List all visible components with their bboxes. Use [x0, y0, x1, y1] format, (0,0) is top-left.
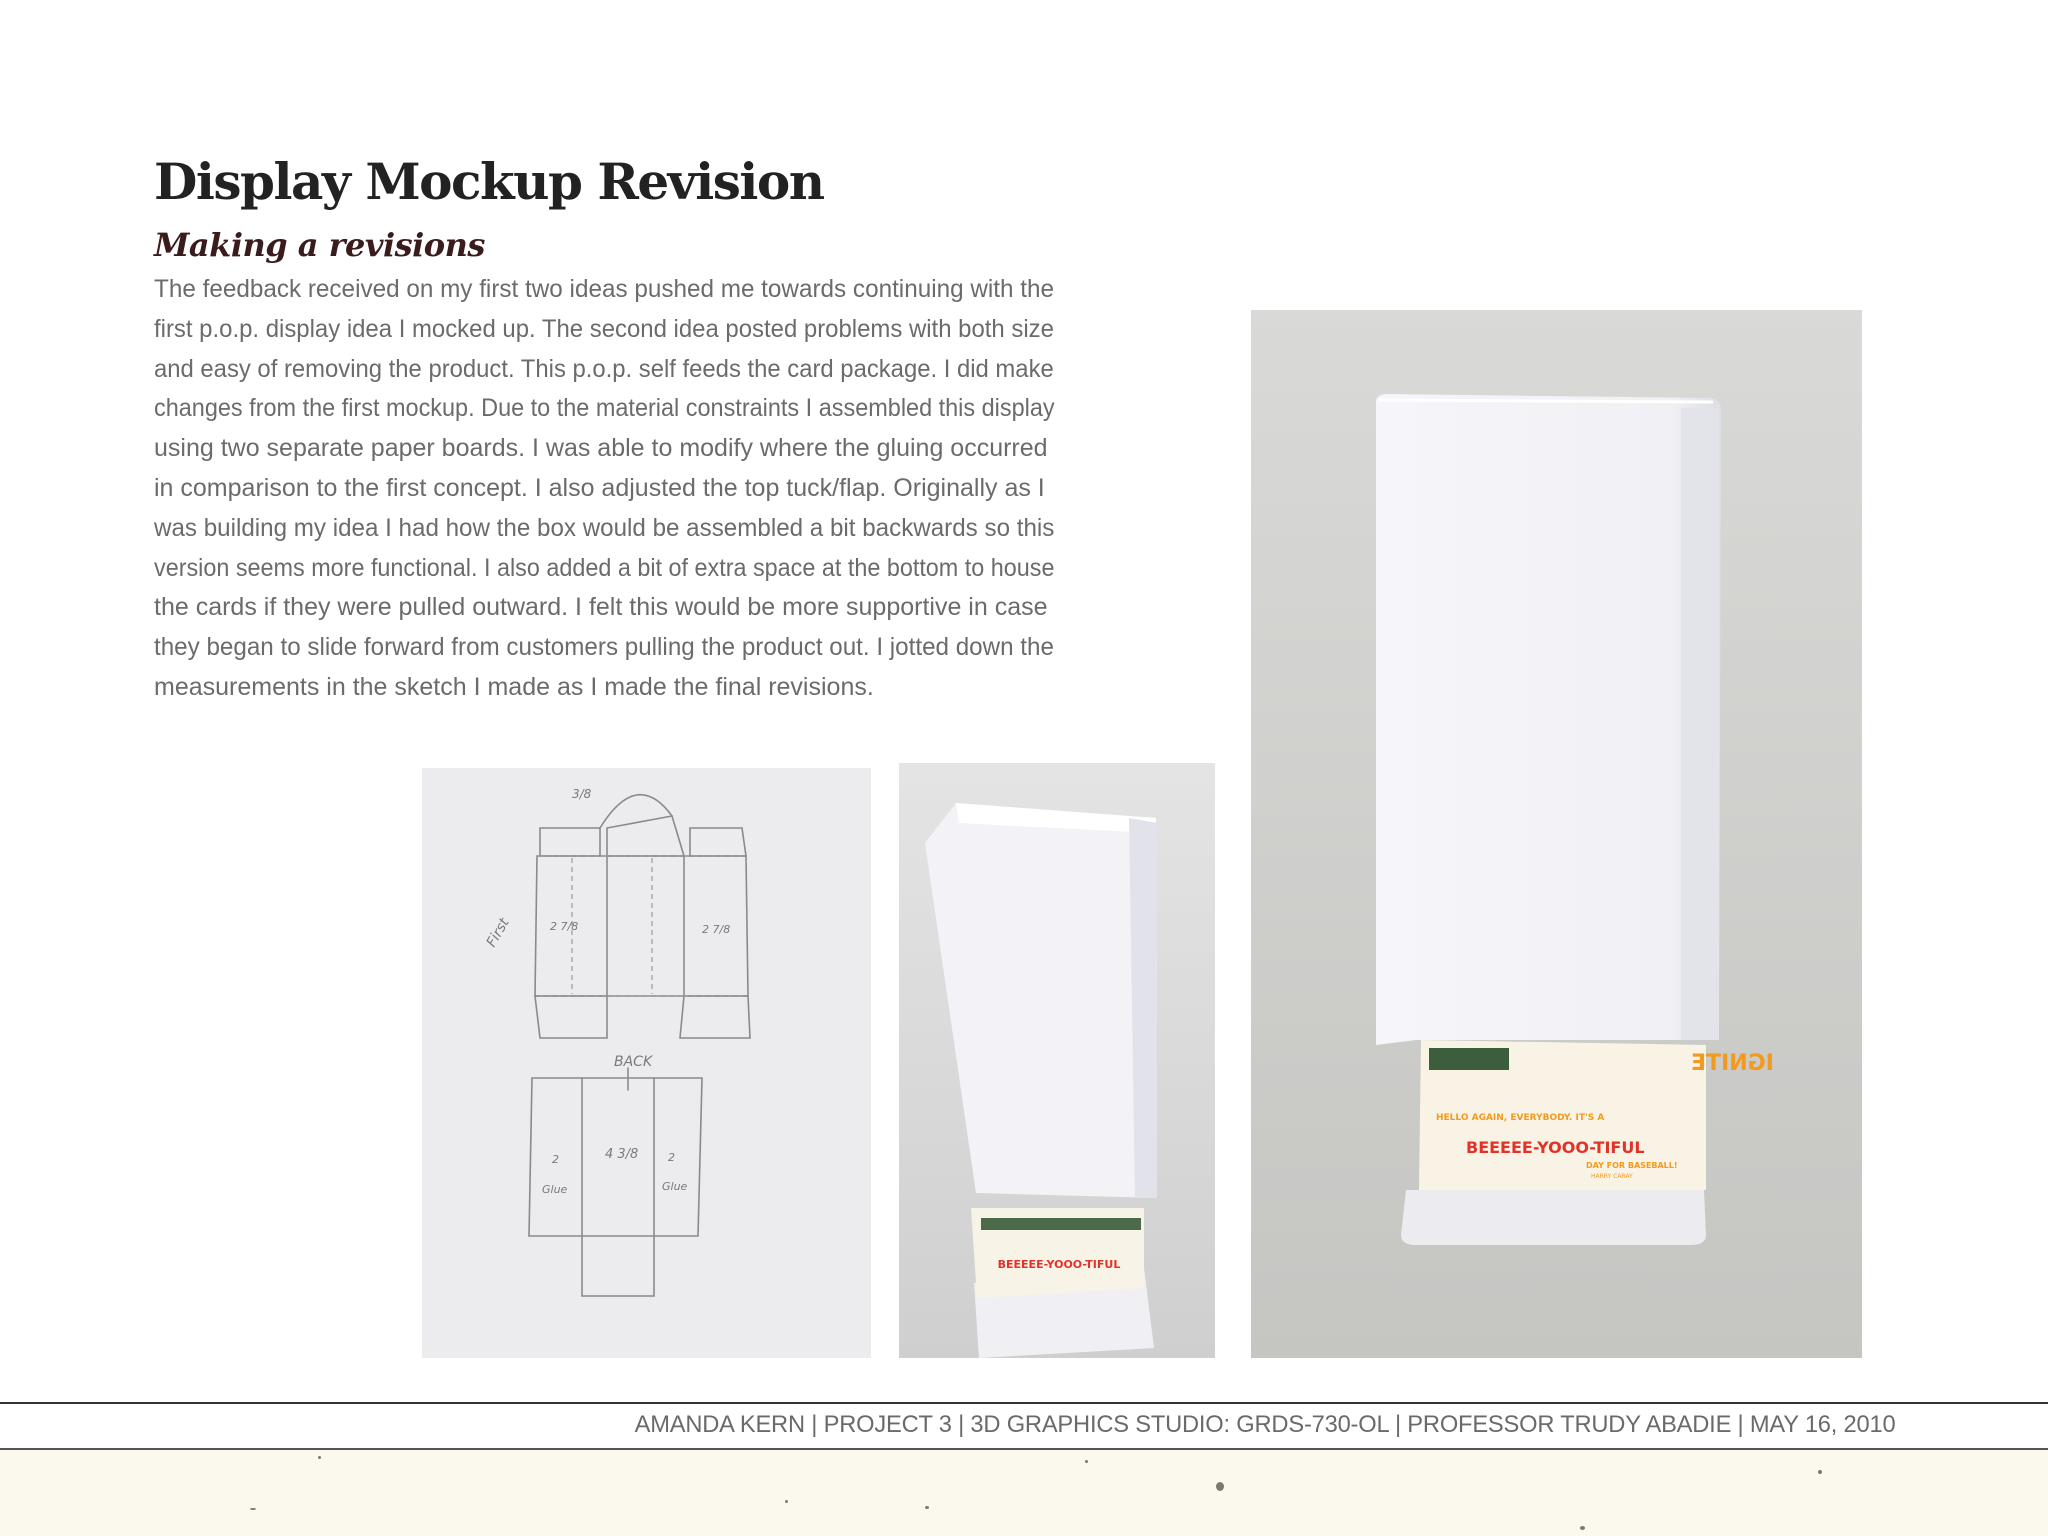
paper-speck: [1216, 1482, 1224, 1491]
sketch-dim-side: 2 7/8: [550, 920, 579, 933]
paper-speck: [785, 1500, 788, 1503]
package-brand: IGNITE: [1691, 1051, 1774, 1076]
body-line: the cards if they were pulled outward. I felt this would be more supportive in case: [154, 593, 1048, 622]
sketch-label-first: First: [483, 915, 513, 950]
package-tagline: DAY FOR BASEBALL!: [1586, 1161, 1678, 1170]
sketch-photo: [422, 768, 871, 1358]
body-line: in comparison to the first concept. I also adjusted the top tuck/flap. Originally as I: [154, 473, 1045, 502]
paper-speck: [250, 1508, 256, 1510]
paper-texture-strip: [0, 1450, 2048, 1536]
page-subtitle: Making a revisions: [154, 226, 485, 264]
body-line: and easy of removing the product. This p.o.p. self feeds the card package. I did make: [154, 354, 1054, 383]
package-headline: BEEEEE-YOOO-TIFUL: [1466, 1138, 1645, 1157]
package-credit: HARRY CARAY: [1591, 1173, 1633, 1180]
sketch-label-glue: Glue: [542, 1183, 568, 1196]
display-angle-photo: [899, 763, 1215, 1358]
display-front-photo: [1251, 310, 1862, 1358]
paper-speck: [925, 1506, 929, 1509]
body-line: changes from the first mockup. Due to the material constraints I assembled this display: [154, 394, 1055, 423]
sketch-dim-narrow: 2: [552, 1153, 559, 1166]
body-line: measurements in the sketch I made as I made the final revisions.: [154, 672, 874, 701]
body-line: first p.o.p. display idea I mocked up. The second idea posted problems with both size: [154, 314, 1054, 343]
sketch-dim-top: 3/8: [572, 787, 592, 801]
paper-speck: [1580, 1526, 1585, 1530]
sketch-label-back: BACK: [614, 1054, 653, 1070]
sketch-dim-wide: 4 3/8: [605, 1147, 639, 1162]
dieline-sketch: [422, 768, 871, 1358]
package-headline-small: BEEEEE-YOOO-TIFUL: [997, 1258, 1121, 1271]
paper-speck: [1085, 1460, 1088, 1463]
body-line: using two separate paper boards. I was able to modify where the gluing occurred: [154, 434, 1048, 463]
page-title: Display Mockup Revision: [154, 152, 824, 211]
package-quote: HELLO AGAIN, EVERYBODY. IT'S A: [1436, 1113, 1605, 1123]
display-box-angle: [899, 763, 1215, 1358]
sketch-dim-narrow: 2: [668, 1151, 675, 1164]
sketch-dim-side: 2 7/8: [702, 923, 731, 936]
sketch-label-glue: Glue: [662, 1180, 688, 1193]
body-line: version seems more functional. I also added a bit of extra space at the bottom to house: [154, 553, 1055, 582]
body-line: they began to slide forward from customers pulling the product out. I jotted down the: [154, 633, 1054, 662]
body-line: The feedback received on my first two ideas pushed me towards continuing with the: [154, 275, 1055, 303]
footer-credit: AMANDA KERN | PROJECT 3 | 3D GRAPHICS STUDIO: GRDS-730-OL | PROFESSOR TRUDY ABADIE | MAY 16, 2010: [634, 1411, 1895, 1438]
body-line: was building my idea I had how the box would be assembled a bit backwards so this: [154, 513, 1055, 542]
paper-speck: [318, 1456, 321, 1459]
footer-rule-top: [0, 1402, 2048, 1404]
paper-speck: [1818, 1470, 1822, 1474]
body-paragraph: [154, 270, 1054, 708]
display-box-front: [1251, 310, 1862, 1358]
